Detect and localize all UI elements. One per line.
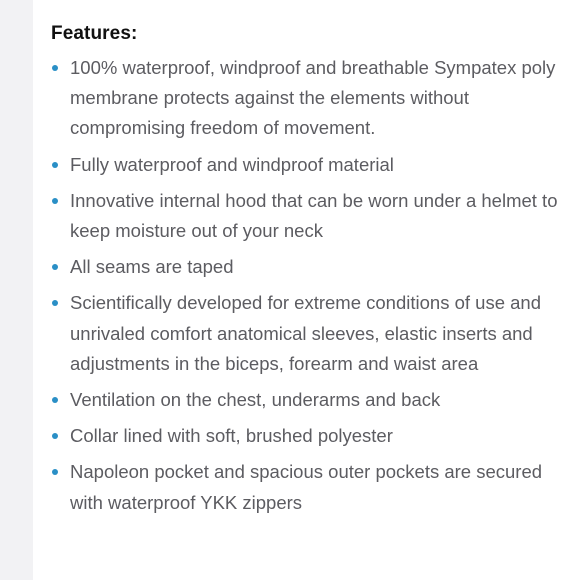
bullet-icon [52,397,58,403]
feature-text: Innovative internal hood that can be worn under a helmet to keep moisture out of your neck [70,189,558,242]
bullet-icon [52,469,58,475]
list-item [51,150,558,180]
feature-text: Ventilation on the chest, underarms and back [70,389,441,411]
bullet-icon [52,264,58,270]
list-item [51,421,558,451]
list-item [51,457,558,517]
bullet-icon [52,198,58,204]
bullet-icon [52,300,58,306]
list-item [51,53,558,144]
feature-text: Fully waterproof and windproof material [70,153,394,175]
features-card [33,0,580,580]
bullet-icon [52,433,58,439]
bullet-icon [52,65,58,71]
list-item [51,288,558,379]
features-list [51,53,558,518]
feature-text: Napoleon pocket and spacious outer pockets are secured with waterproof YKK zippers [70,461,543,513]
features-heading: Features: [51,23,138,44]
list-item [51,186,558,246]
feature-text: All seams are taped [70,256,234,278]
feature-text: 100% waterproof, windproof and breathable Sympatex poly membrane protects against the elements without compromising freedom of movement. [70,57,556,139]
bullet-icon [52,162,58,168]
feature-text: Scientifically developed for extreme conditions of use and unrivaled comfort anatomical sleeves, elastic inserts and adjustments in the biceps, forearm and waist area [70,292,541,374]
list-item [51,252,558,282]
feature-text: Collar lined with soft, brushed polyester [70,425,393,447]
list-item [51,385,558,415]
